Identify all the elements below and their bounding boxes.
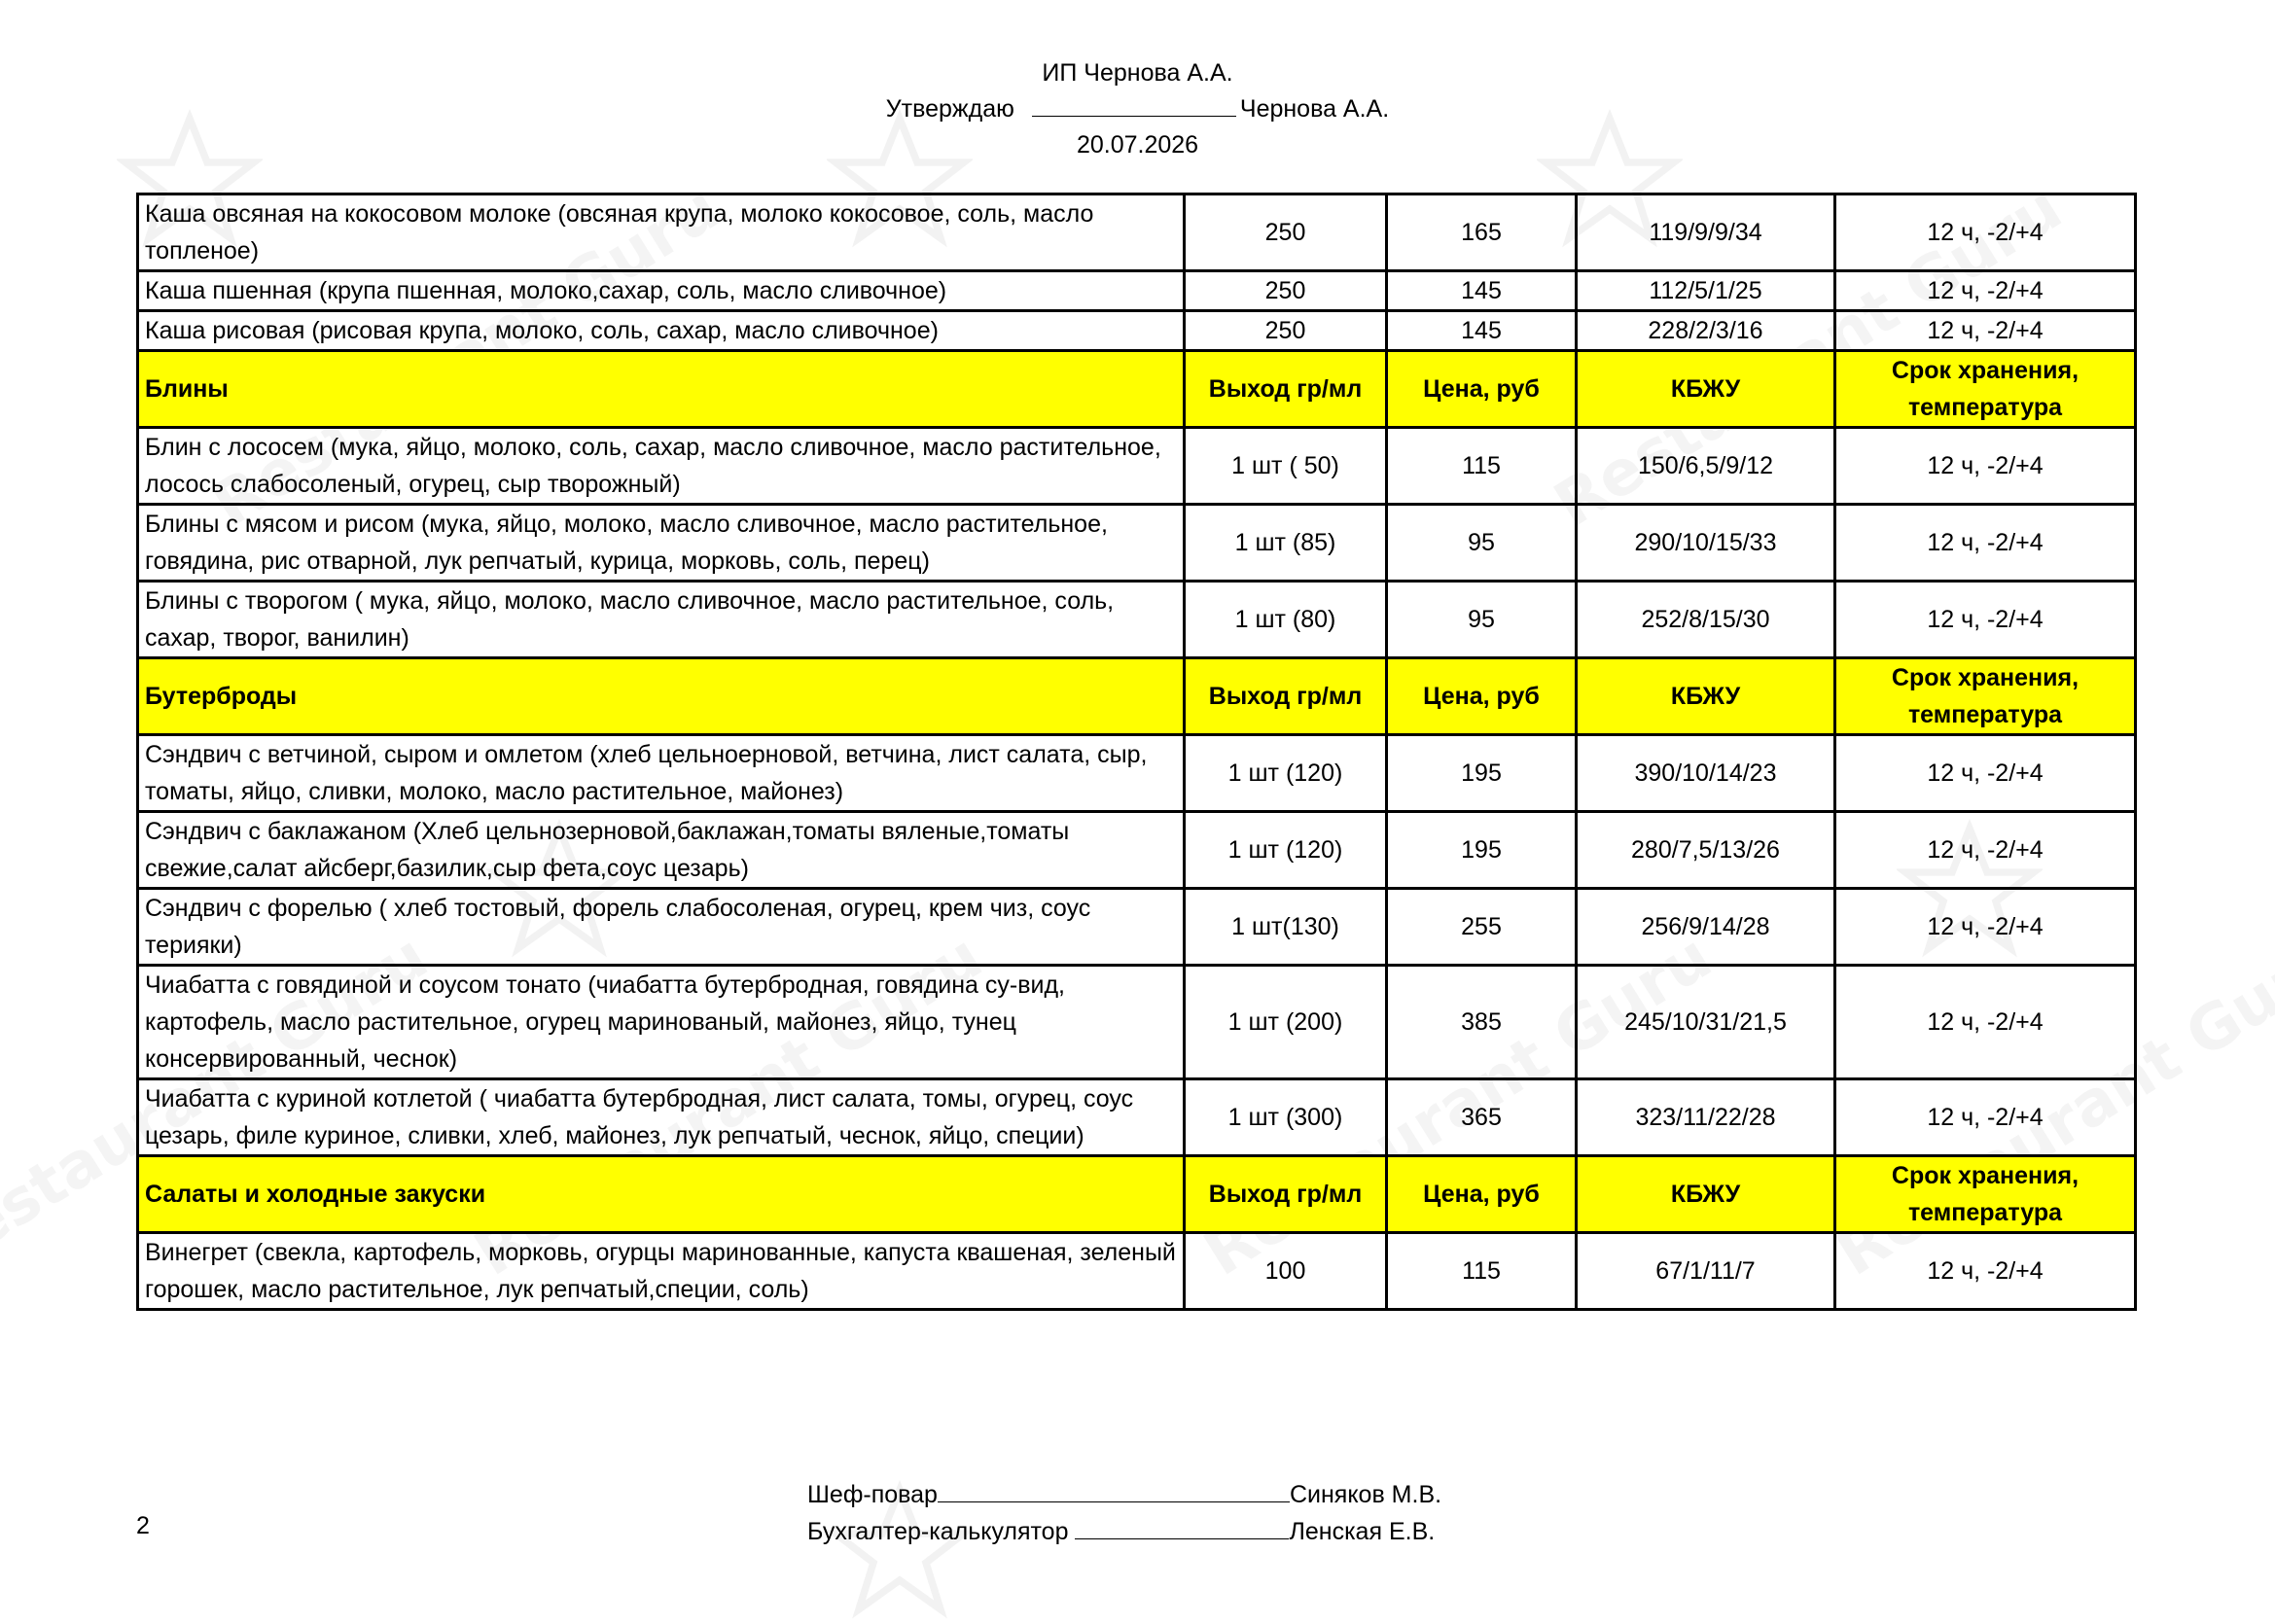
column-header-storage-line1: Срок хранения,	[1891, 664, 2079, 691]
price-cell: 95	[1387, 582, 1577, 658]
column-header-yield: Выход гр/мл	[1185, 1156, 1387, 1233]
kbju-cell: 323/11/22/28	[1577, 1079, 1835, 1156]
storage-cell: 12 ч, -2/+4	[1835, 311, 2136, 351]
storage-cell: 12 ч, -2/+4	[1835, 735, 2136, 812]
menu-table-body	[138, 194, 2136, 1310]
kbju-cell: 245/10/31/21,5	[1577, 966, 1835, 1079]
yield-cell: 1 шт (200)	[1185, 966, 1387, 1079]
table-row	[138, 966, 2136, 1079]
storage-cell: 12 ч, -2/+4	[1835, 812, 2136, 889]
dish-name-cell: Чиабатта с говядиной и соусом тонато (чиабатта бутербродная, говядина су-вид, картофель, масло растительное, огурец маринованый, майонез, яйцо, тунец консервированный, чеснок)	[138, 966, 1185, 1079]
yield-cell: 1 шт (85)	[1185, 505, 1387, 582]
table-row	[138, 735, 2136, 812]
price-cell: 195	[1387, 812, 1577, 889]
dish-name-cell: Каша рисовая (рисовая крупа, молоко, соль, сахар, масло сливочное)	[138, 311, 1185, 351]
storage-cell: 12 ч, -2/+4	[1835, 889, 2136, 966]
approval-date: 20.07.2026	[1076, 131, 1199, 159]
section-title: Блины	[138, 351, 1185, 428]
dish-name-cell: Сэндвич с форелью ( хлеб тостовый, форель слабосоленая, огурец, крем чиз, соус терияки)	[138, 889, 1185, 966]
column-header-storage-line1: Срок хранения,	[1891, 1162, 2079, 1189]
chef-signature-line	[807, 1476, 1441, 1513]
column-header-price: Цена, руб	[1387, 351, 1577, 428]
table-row	[138, 271, 2136, 311]
column-header-yield: Выход гр/мл	[1185, 351, 1387, 428]
yield-cell: 250	[1185, 311, 1387, 351]
column-header-yield: Выход гр/мл	[1185, 658, 1387, 735]
storage-cell: 12 ч, -2/+4	[1835, 1079, 2136, 1156]
signatures-footer	[807, 1476, 1441, 1550]
column-header-price: Цена, руб	[1387, 658, 1577, 735]
storage-cell: 12 ч, -2/+4	[1835, 966, 2136, 1079]
table-row	[138, 889, 2136, 966]
table-row	[138, 1233, 2136, 1310]
section-header-row	[138, 658, 2136, 735]
table-row	[138, 505, 2136, 582]
accountant-name: Ленская Е.В.	[1289, 1518, 1436, 1545]
kbju-cell: 280/7,5/13/26	[1577, 812, 1835, 889]
yield-cell: 1 шт (120)	[1185, 735, 1387, 812]
price-cell: 115	[1387, 1233, 1577, 1310]
approve-label: Утверждаю	[885, 95, 1014, 123]
dish-name-cell: Сэндвич с ветчиной, сыром и омлетом (хлеб цельноерновой, ветчина, лист салата, сыр, томаты, яйцо, сливки, молоко, масло растительное, майонез)	[138, 735, 1185, 812]
column-header-storage-line2: температура	[1907, 701, 2063, 728]
accountant-label: Бухгалтер-калькулятор	[807, 1518, 1069, 1545]
column-header-storage	[1835, 1156, 2136, 1233]
menu-table	[136, 193, 2137, 1311]
yield-cell: 1 шт ( 50)	[1185, 428, 1387, 505]
page-number: 2	[136, 1512, 150, 1539]
column-header-storage-line2: температура	[1907, 394, 2063, 421]
price-cell: 115	[1387, 428, 1577, 505]
yield-cell: 250	[1185, 271, 1387, 311]
table-row	[138, 812, 2136, 889]
column-header-price: Цена, руб	[1387, 1156, 1577, 1233]
table-row	[138, 311, 2136, 351]
price-cell: 255	[1387, 889, 1577, 966]
price-cell: 95	[1387, 505, 1577, 582]
chef-name: Синяков М.В.	[1289, 1481, 1442, 1508]
storage-cell: 12 ч, -2/+4	[1835, 271, 2136, 311]
yield-cell: 1 шт (120)	[1185, 812, 1387, 889]
storage-cell: 12 ч, -2/+4	[1835, 582, 2136, 658]
price-cell: 145	[1387, 271, 1577, 311]
accountant-signature-line	[807, 1513, 1441, 1550]
storage-cell: 12 ч, -2/+4	[1835, 1233, 2136, 1310]
yield-cell: 100	[1185, 1233, 1387, 1310]
kbju-cell: 150/6,5/9/12	[1577, 428, 1835, 505]
price-cell: 165	[1387, 194, 1577, 271]
dish-name-cell: Каша овсяная на кокосовом молоке (овсяная крупа, молоко кокосовое, соль, масло топленое)	[138, 194, 1185, 271]
yield-cell: 250	[1185, 194, 1387, 271]
column-header-storage-line2: температура	[1907, 1199, 2063, 1226]
kbju-cell: 290/10/15/33	[1577, 505, 1835, 582]
dish-name-cell: Чиабатта с куриной котлетой ( чиабатта бутербродная, лист салата, томы, огурец, соус цезарь, филе куриное, сливки, хлеб, майонез, лук репчатый, чеснок, яйцо, специи)	[138, 1079, 1185, 1156]
storage-cell: 12 ч, -2/+4	[1835, 428, 2136, 505]
yield-cell: 1 шт (300)	[1185, 1079, 1387, 1156]
table-row	[138, 194, 2136, 271]
price-cell: 365	[1387, 1079, 1577, 1156]
section-header-row	[138, 351, 2136, 428]
dish-name-cell: Блины с творогом ( мука, яйцо, молоко, масло сливочное, масло растительное, соль, сахар, творог, ванилин)	[138, 582, 1185, 658]
signature-blank	[1032, 94, 1236, 117]
column-header-storage-line1: Срок хранения,	[1891, 357, 2079, 384]
column-header-kbju: КБЖУ	[1577, 658, 1835, 735]
table-row	[138, 428, 2136, 505]
dish-name-cell: Винегрет (свекла, картофель, морковь, огурцы маринованные, капуста квашеная, зеленый горошек, масло растительное, лук репчатый,специи, соль)	[138, 1233, 1185, 1310]
company-name: ИП Чернова А.А.	[1042, 59, 1233, 87]
storage-cell: 12 ч, -2/+4	[1835, 194, 2136, 271]
price-cell: 145	[1387, 311, 1577, 351]
dish-name-cell: Блины с мясом и рисом (мука, яйцо, молоко, масло сливочное, масло растительное, говядина, рис отварной, лук репчатый, курица, морковь, соль, перец)	[138, 505, 1185, 582]
kbju-cell: 67/1/11/7	[1577, 1233, 1835, 1310]
table-row	[138, 582, 2136, 658]
column-header-storage	[1835, 351, 2136, 428]
section-title: Бутерброды	[138, 658, 1185, 735]
kbju-cell: 256/9/14/28	[1577, 889, 1835, 966]
kbju-cell: 112/5/1/25	[1577, 271, 1835, 311]
approval-line	[0, 94, 2275, 130]
table-row	[138, 1079, 2136, 1156]
column-header-kbju: КБЖУ	[1577, 1156, 1835, 1233]
document-header	[0, 58, 2275, 166]
kbju-cell: 390/10/14/23	[1577, 735, 1835, 812]
kbju-cell: 252/8/15/30	[1577, 582, 1835, 658]
kbju-cell: 119/9/9/34	[1577, 194, 1835, 271]
yield-cell: 1 шт (80)	[1185, 582, 1387, 658]
storage-cell: 12 ч, -2/+4	[1835, 505, 2136, 582]
chef-signature-blank	[938, 1480, 1290, 1502]
approver-name: Чернова А.А.	[1239, 95, 1390, 123]
section-header-row	[138, 1156, 2136, 1233]
price-cell: 385	[1387, 966, 1577, 1079]
kbju-cell: 228/2/3/16	[1577, 311, 1835, 351]
column-header-kbju: КБЖУ	[1577, 351, 1835, 428]
accountant-signature-blank	[1075, 1517, 1289, 1539]
column-header-storage	[1835, 658, 2136, 735]
yield-cell: 1 шт(130)	[1185, 889, 1387, 966]
dish-name-cell: Каша пшенная (крупа пшенная, молоко,сахар, соль, масло сливочное)	[138, 271, 1185, 311]
dish-name-cell: Блин с лососем (мука, яйцо, молоко, соль, сахар, масло сливочное, масло растительное, лосось слабосоленый, огурец, сыр творожный)	[138, 428, 1185, 505]
section-title: Салаты и холодные закуски	[138, 1156, 1185, 1233]
dish-name-cell: Сэндвич с баклажаном (Хлеб цельнозерновой,баклажан,томаты вяленые,томаты свежие,салат айсберг,базилик,сыр фета,соус цезарь)	[138, 812, 1185, 889]
price-cell: 195	[1387, 735, 1577, 812]
chef-label: Шеф-повар	[807, 1481, 938, 1508]
